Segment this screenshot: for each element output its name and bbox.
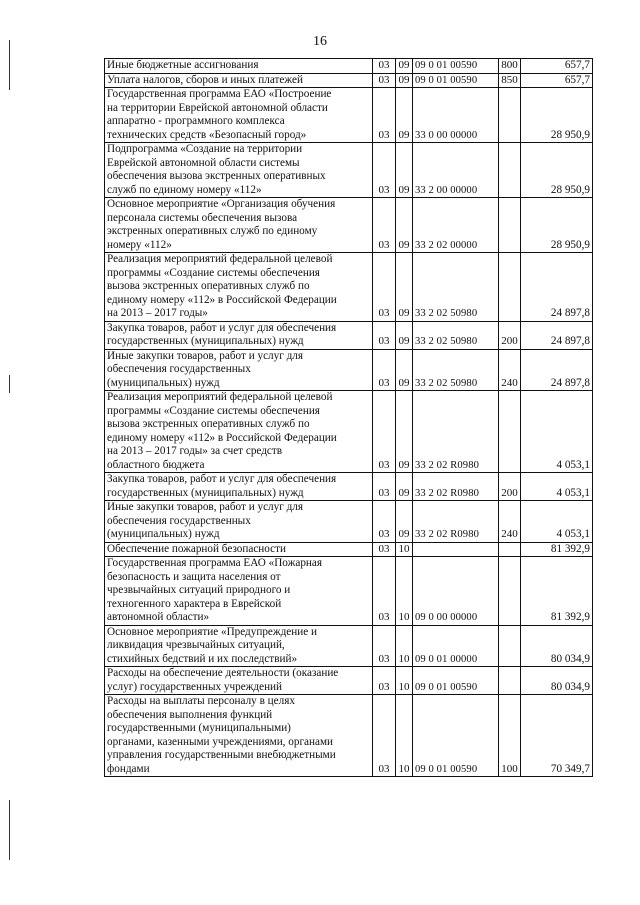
amount-cell: 657,7 (521, 59, 593, 74)
row-name-cell: Государственная программа ЕАО «Построение на территории Еврейской автономной области аппаратно - программного комплекса технических средств «Безопасный город» (105, 88, 373, 143)
row-name-cell: Уплата налогов, сборов и иных платежей (105, 73, 373, 88)
row-name-cell: Основное мероприятие «Предупреждение и ликвидация чрезвычайных ситуаций, стихийных бедствий и их последствий» (105, 625, 373, 667)
expense-type-cell: 850 (499, 73, 521, 88)
subsection-code-cell: 10 (396, 625, 413, 667)
expense-type-cell: 240 (499, 501, 521, 543)
target-article-cell: 33 2 02 R0980 (413, 501, 499, 543)
subsection-code-cell: 09 (396, 88, 413, 143)
row-name-cell: Иные закупки товаров, работ и услуг для обеспечения государственных (муниципальных) нужд (105, 349, 373, 391)
subsection-code-cell: 09 (396, 198, 413, 253)
section-code-cell: 03 (373, 59, 396, 74)
subsection-code-cell: 09 (396, 391, 413, 473)
section-code-cell: 03 (373, 625, 396, 667)
target-article-cell (413, 542, 499, 557)
row-name-cell: Расходы на выплаты персоналу в целях обеспечения выполнения функций государственными (муниципальными) органами, казенными учреждениями, органами управления государственными внебюджетными фондами (105, 695, 373, 777)
amount-cell: 24 897,8 (521, 253, 593, 322)
row-name-cell: Иные закупки товаров, работ и услуг для обеспечения государственных (муниципальных) нужд (105, 501, 373, 543)
amount-cell: 81 392,9 (521, 557, 593, 626)
page-number: 16 (313, 34, 327, 49)
target-article-cell: 33 2 02 50980 (413, 349, 499, 391)
table-row (105, 501, 593, 543)
amount-cell: 28 950,9 (521, 88, 593, 143)
expense-type-cell (499, 667, 521, 695)
subsection-code-cell: 10 (396, 542, 413, 557)
subsection-code-cell: 10 (396, 557, 413, 626)
row-name-cell: Реализация мероприятий федеральной целевой программы «Создание системы обеспечения вызова экстренных оперативных служб по единому номеру «112» в Российской Федерации на 2013 – 2017 годы» за счет средств областного бюджета (105, 391, 373, 473)
subsection-code-cell: 09 (396, 59, 413, 74)
budget-table-body (105, 59, 593, 777)
table-row (105, 253, 593, 322)
amount-cell: 70 349,7 (521, 695, 593, 777)
row-name-cell: Государственная программа ЕАО «Пожарная безопасность и защита населения от чрезвычайных ситуаций природного и техногенного характера в Еврейской автономной области» (105, 557, 373, 626)
expense-type-cell: 240 (499, 349, 521, 391)
target-article-cell: 33 2 02 50980 (413, 321, 499, 349)
section-code-cell: 03 (373, 88, 396, 143)
expense-type-cell (499, 88, 521, 143)
section-code-cell: 03 (373, 473, 396, 501)
amount-cell: 4 053,1 (521, 501, 593, 543)
expense-type-cell: 100 (499, 695, 521, 777)
section-code-cell: 03 (373, 542, 396, 557)
subsection-code-cell: 09 (396, 349, 413, 391)
section-code-cell: 03 (373, 253, 396, 322)
target-article-cell: 09 0 01 00000 (413, 625, 499, 667)
target-article-cell: 09 0 01 00590 (413, 73, 499, 88)
subsection-code-cell: 09 (396, 73, 413, 88)
target-article-cell: 09 0 01 00590 (413, 667, 499, 695)
expense-type-cell (499, 557, 521, 626)
target-article-cell: 33 2 02 00000 (413, 198, 499, 253)
budget-table (104, 58, 593, 777)
table-row (105, 625, 593, 667)
subsection-code-cell: 10 (396, 695, 413, 777)
section-code-cell: 03 (373, 321, 396, 349)
expense-type-cell (499, 542, 521, 557)
target-article-cell: 09 0 00 00000 (413, 557, 499, 626)
table-row (105, 473, 593, 501)
table-row (105, 143, 593, 198)
expense-type-cell: 200 (499, 473, 521, 501)
target-article-cell: 33 2 02 R0980 (413, 391, 499, 473)
section-code-cell: 03 (373, 391, 396, 473)
amount-cell: 80 034,9 (521, 667, 593, 695)
expense-type-cell (499, 391, 521, 473)
table-row (105, 557, 593, 626)
expense-type-cell: 800 (499, 59, 521, 74)
target-article-cell: 09 0 01 00590 (413, 59, 499, 74)
section-code-cell: 03 (373, 198, 396, 253)
table-row (105, 73, 593, 88)
expense-type-cell (499, 143, 521, 198)
expense-type-cell (499, 253, 521, 322)
subsection-code-cell: 09 (396, 253, 413, 322)
amount-cell: 24 897,8 (521, 349, 593, 391)
margin-mark (9, 40, 10, 90)
row-name-cell: Обеспечение пожарной безопасности (105, 542, 373, 557)
table-row (105, 59, 593, 74)
row-name-cell: Расходы на обеспечение деятельности (оказание услуг) государственных учреждений (105, 667, 373, 695)
section-code-cell: 03 (373, 695, 396, 777)
subsection-code-cell: 09 (396, 321, 413, 349)
section-code-cell: 03 (373, 667, 396, 695)
target-article-cell: 33 2 02 50980 (413, 253, 499, 322)
table-row (105, 391, 593, 473)
subsection-code-cell: 09 (396, 501, 413, 543)
amount-cell: 24 897,8 (521, 321, 593, 349)
expense-type-cell (499, 198, 521, 253)
amount-cell: 4 053,1 (521, 473, 593, 501)
amount-cell: 657,7 (521, 73, 593, 88)
subsection-code-cell: 09 (396, 143, 413, 198)
row-name-cell: Иные бюджетные ассигнования (105, 59, 373, 74)
margin-mark (9, 800, 10, 860)
margin-mark (9, 375, 10, 393)
section-code-cell: 03 (373, 557, 396, 626)
row-name-cell: Закупка товаров, работ и услуг для обеспечения государственных (муниципальных) нужд (105, 321, 373, 349)
section-code-cell: 03 (373, 349, 396, 391)
table-row (105, 542, 593, 557)
row-name-cell: Реализация мероприятий федеральной целевой программы «Создание системы обеспечения вызова экстренных оперативных служб по единому номеру «112» в Российской Федерации на 2013 – 2017 годы» (105, 253, 373, 322)
table-row (105, 198, 593, 253)
section-code-cell: 03 (373, 501, 396, 543)
table-row (105, 88, 593, 143)
target-article-cell: 33 2 00 00000 (413, 143, 499, 198)
amount-cell: 80 034,9 (521, 625, 593, 667)
amount-cell: 28 950,9 (521, 198, 593, 253)
subsection-code-cell: 10 (396, 667, 413, 695)
table-row (105, 667, 593, 695)
amount-cell: 28 950,9 (521, 143, 593, 198)
target-article-cell: 33 0 00 00000 (413, 88, 499, 143)
amount-cell: 4 053,1 (521, 391, 593, 473)
table-row (105, 349, 593, 391)
table-row (105, 321, 593, 349)
subsection-code-cell: 09 (396, 473, 413, 501)
target-article-cell: 09 0 01 00590 (413, 695, 499, 777)
amount-cell: 81 392,9 (521, 542, 593, 557)
expense-type-cell (499, 625, 521, 667)
target-article-cell: 33 2 02 R0980 (413, 473, 499, 501)
section-code-cell: 03 (373, 73, 396, 88)
expense-type-cell: 200 (499, 321, 521, 349)
section-code-cell: 03 (373, 143, 396, 198)
row-name-cell: Подпрограмма «Создание на территории Еврейской автономной области системы обеспечения вызова экстренных оперативных служб по единому номеру «112» (105, 143, 373, 198)
table-row (105, 695, 593, 777)
row-name-cell: Закупка товаров, работ и услуг для обеспечения государственных (муниципальных) нужд (105, 473, 373, 501)
row-name-cell: Основное мероприятие «Организация обучения персонала системы обеспечения вызова экстренных оперативных служб по единому номеру «112» (105, 198, 373, 253)
